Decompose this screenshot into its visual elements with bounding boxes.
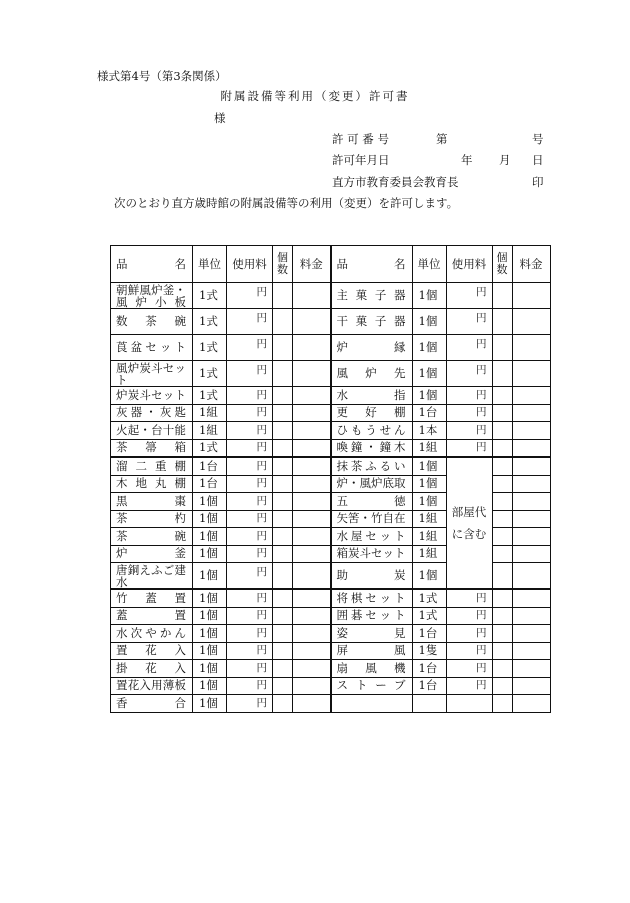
item-count-cell — [273, 510, 293, 528]
item-unit: 1個 — [412, 283, 446, 309]
item-charge-cell — [293, 309, 331, 335]
item-fee: 円 — [227, 422, 273, 440]
item-unit: 1個 — [193, 695, 227, 713]
item-unit: 1組 — [412, 545, 446, 563]
table-row — [111, 422, 551, 440]
item-count-cell — [273, 545, 293, 563]
item-name: 風炉先 — [331, 361, 413, 387]
item-charge-cell — [512, 387, 550, 405]
item-fee: 円 — [227, 335, 273, 361]
item-count-cell — [273, 422, 293, 440]
item-fee: 円 — [227, 283, 273, 309]
item-count-cell — [273, 361, 293, 387]
item-unit: 1個 — [193, 642, 227, 660]
item-name: 将棋セット — [331, 589, 413, 607]
item-unit: 1個 — [412, 361, 446, 387]
item-fee: 円 — [227, 510, 273, 528]
item-fee: 円 — [446, 642, 492, 660]
item-unit: 1式 — [412, 589, 446, 607]
item-name: 喚鐘・鐘木 — [331, 439, 413, 457]
table-row — [111, 660, 551, 678]
table-row — [111, 625, 551, 643]
item-name: 風炉炭斗セット — [111, 361, 193, 387]
empty-cell — [446, 695, 492, 713]
item-charge-cell — [512, 589, 550, 607]
item-name: 茶碗 — [111, 528, 193, 546]
table-row — [111, 387, 551, 405]
item-name: 矢筈・竹自在 — [331, 510, 413, 528]
table-row — [111, 642, 551, 660]
item-charge-cell — [512, 510, 550, 528]
permit-number-label: 許 可 番 号 — [332, 132, 389, 146]
item-name: 炉・風炉底取 — [331, 475, 413, 493]
item-charge-cell — [512, 283, 550, 309]
item-name: 姿見 — [331, 625, 413, 643]
item-charge-cell — [512, 642, 550, 660]
item-fee: 円 — [446, 439, 492, 457]
item-fee: 円 — [227, 404, 273, 422]
item-count-cell — [492, 660, 512, 678]
item-charge-cell — [512, 422, 550, 440]
item-name: 唐銅えふご建水 — [111, 563, 193, 590]
item-count-cell — [273, 589, 293, 607]
empty-cell — [412, 695, 446, 713]
item-unit: 1個 — [412, 387, 446, 405]
item-count-cell — [273, 563, 293, 590]
item-unit: 1台 — [412, 660, 446, 678]
item-charge-cell — [293, 404, 331, 422]
item-unit: 1隻 — [412, 642, 446, 660]
item-name: 火起・台十能 — [111, 422, 193, 440]
empty-cell — [331, 695, 413, 713]
item-count-cell — [273, 309, 293, 335]
item-charge-cell — [293, 335, 331, 361]
item-charge-cell — [293, 528, 331, 546]
table-row — [111, 695, 551, 713]
item-count-cell — [273, 457, 293, 475]
document-title: 附属設備等利用（変更）許可書 — [220, 89, 410, 103]
item-charge-cell — [293, 439, 331, 457]
item-charge-cell — [293, 475, 331, 493]
header-fee: 使用料 — [446, 246, 492, 283]
included-in-room-fee: 部屋代に含む — [446, 457, 492, 589]
item-fee: 円 — [227, 642, 273, 660]
item-name: ストーブ — [331, 677, 413, 695]
item-fee: 円 — [446, 335, 492, 361]
item-unit: 1式 — [193, 309, 227, 335]
item-charge-cell — [512, 607, 550, 625]
item-unit: 1個 — [193, 607, 227, 625]
table-row — [111, 283, 551, 309]
item-count-cell — [273, 475, 293, 493]
item-charge-cell — [293, 695, 331, 713]
item-unit: 1個 — [193, 528, 227, 546]
item-name: 蓋置 — [111, 607, 193, 625]
permit-number-suffix: 号 — [532, 132, 544, 146]
addressee-suffix: 様 — [214, 111, 226, 125]
item-fee: 円 — [446, 404, 492, 422]
item-name: 炉縁 — [331, 335, 413, 361]
item-unit: 1組 — [412, 510, 446, 528]
seal-mark: 印 — [532, 175, 544, 189]
item-charge-cell — [512, 439, 550, 457]
permit-number-row — [332, 131, 542, 147]
item-unit: 1個 — [193, 589, 227, 607]
item-charge-cell — [512, 493, 550, 511]
item-fee: 円 — [227, 625, 273, 643]
item-count-cell — [492, 361, 512, 387]
item-unit: 1本 — [412, 422, 446, 440]
item-unit: 1台 — [193, 457, 227, 475]
item-charge-cell — [293, 642, 331, 660]
item-charge-cell — [512, 361, 550, 387]
item-name: 朝鮮風炉釜・風炉小板 — [111, 283, 193, 309]
item-unit: 1台 — [412, 677, 446, 695]
item-name: 置花入用薄板 — [111, 677, 193, 695]
item-count-cell — [492, 510, 512, 528]
item-fee: 円 — [227, 439, 273, 457]
table-row — [111, 439, 551, 457]
item-charge-cell — [293, 677, 331, 695]
item-count-cell — [492, 625, 512, 643]
item-fee: 円 — [446, 660, 492, 678]
item-charge-cell — [512, 309, 550, 335]
item-charge-cell — [512, 475, 550, 493]
item-count-cell — [492, 283, 512, 309]
item-name: 数茶碗 — [111, 309, 193, 335]
item-count-cell — [273, 439, 293, 457]
item-count-cell — [273, 387, 293, 405]
item-name: 茶杓 — [111, 510, 193, 528]
header-fee: 使用料 — [227, 246, 273, 283]
item-name: 水屋セット — [331, 528, 413, 546]
item-fee: 円 — [446, 309, 492, 335]
item-charge-cell — [293, 422, 331, 440]
item-fee: 円 — [227, 457, 273, 475]
item-charge-cell — [293, 361, 331, 387]
item-count-cell — [273, 607, 293, 625]
item-fee: 円 — [227, 660, 273, 678]
item-name: 木地丸棚 — [111, 475, 193, 493]
item-charge-cell — [512, 625, 550, 643]
empty-cell — [512, 695, 550, 713]
item-unit: 1個 — [412, 563, 446, 590]
item-charge-cell — [512, 528, 550, 546]
item-unit: 1個 — [412, 475, 446, 493]
item-name: 水次やかん — [111, 625, 193, 643]
item-charge-cell — [293, 589, 331, 607]
item-count-cell — [492, 457, 512, 475]
body-text: 次のとおり直方歳時館の附属設備等の利用（変更）を許可します。 — [114, 196, 459, 210]
permit-date-row — [332, 152, 542, 168]
item-name: 黒棗 — [111, 493, 193, 511]
table-header-row — [111, 246, 551, 283]
item-count-cell — [273, 335, 293, 361]
item-count-cell — [273, 660, 293, 678]
form-label: 様式第4号（第3条関係） — [97, 69, 227, 83]
item-unit: 1台 — [412, 625, 446, 643]
header-count: 個数 — [273, 246, 293, 283]
item-unit: 1台 — [412, 404, 446, 422]
permit-number-prefix: 第 — [436, 132, 448, 146]
item-unit: 1個 — [193, 660, 227, 678]
item-name: 莨盆セット — [111, 335, 193, 361]
item-count-cell — [492, 528, 512, 546]
header-unit: 単位 — [193, 246, 227, 283]
empty-cell — [492, 695, 512, 713]
item-charge-cell — [293, 625, 331, 643]
table-row — [111, 404, 551, 422]
header-charge: 料金 — [293, 246, 331, 283]
item-unit: 1式 — [193, 361, 227, 387]
item-unit: 1組 — [193, 404, 227, 422]
item-fee: 円 — [227, 695, 273, 713]
issuer-row — [332, 174, 542, 190]
item-name: 掛花入 — [111, 660, 193, 678]
item-unit: 1組 — [412, 439, 446, 457]
item-unit: 1個 — [412, 335, 446, 361]
item-name: 更好棚 — [331, 404, 413, 422]
item-fee: 円 — [227, 387, 273, 405]
item-unit: 1式 — [193, 335, 227, 361]
day-label: 日 — [532, 153, 544, 167]
item-charge-cell — [512, 545, 550, 563]
item-charge-cell — [293, 493, 331, 511]
item-fee: 円 — [446, 677, 492, 695]
equipment-table — [110, 245, 551, 713]
item-unit: 1台 — [193, 475, 227, 493]
table-row — [111, 677, 551, 695]
item-name: 灰器・灰匙 — [111, 404, 193, 422]
table-row — [111, 335, 551, 361]
item-count-cell — [492, 677, 512, 695]
item-charge-cell — [293, 387, 331, 405]
item-fee: 円 — [446, 625, 492, 643]
table-row — [111, 607, 551, 625]
item-count-cell — [492, 335, 512, 361]
item-unit: 1個 — [193, 677, 227, 695]
item-count-cell — [492, 607, 512, 625]
item-name: 水指 — [331, 387, 413, 405]
item-charge-cell — [512, 335, 550, 361]
item-charge-cell — [512, 404, 550, 422]
item-unit: 1個 — [193, 545, 227, 563]
item-count-cell — [492, 545, 512, 563]
item-count-cell — [492, 439, 512, 457]
item-charge-cell — [512, 457, 550, 475]
item-unit: 1個 — [193, 493, 227, 511]
item-count-cell — [492, 309, 512, 335]
header-name: 品 名 — [331, 246, 413, 283]
item-fee: 円 — [446, 607, 492, 625]
item-count-cell — [492, 493, 512, 511]
item-fee: 円 — [446, 387, 492, 405]
permit-date-label: 許可年月日 — [332, 153, 390, 167]
item-count-cell — [492, 422, 512, 440]
item-fee: 円 — [227, 528, 273, 546]
item-count-cell — [273, 625, 293, 643]
month-label: 月 — [499, 153, 511, 167]
item-unit: 1個 — [193, 625, 227, 643]
item-count-cell — [492, 642, 512, 660]
item-name: 香合 — [111, 695, 193, 713]
item-unit: 1個 — [193, 510, 227, 528]
item-charge-cell — [293, 660, 331, 678]
item-charge-cell — [293, 563, 331, 590]
item-unit: 1式 — [193, 283, 227, 309]
item-name: 茶箒箱 — [111, 439, 193, 457]
item-fee: 円 — [446, 422, 492, 440]
item-unit: 1式 — [193, 387, 227, 405]
item-count-cell — [273, 404, 293, 422]
item-name: 干菓子器 — [331, 309, 413, 335]
header-count: 個数 — [492, 246, 512, 283]
item-name: 炉釜 — [111, 545, 193, 563]
item-fee: 円 — [227, 677, 273, 695]
item-fee: 円 — [227, 589, 273, 607]
item-charge-cell — [512, 563, 550, 590]
item-unit: 1個 — [412, 457, 446, 475]
table-row — [111, 457, 551, 475]
item-charge-cell — [293, 283, 331, 309]
item-name: 主菓子器 — [331, 283, 413, 309]
item-name: 囲碁セット — [331, 607, 413, 625]
header-charge: 料金 — [512, 246, 550, 283]
item-name: 竹蓋置 — [111, 589, 193, 607]
item-name: 助炭 — [331, 563, 413, 590]
item-fee: 円 — [227, 545, 273, 563]
item-fee: 円 — [227, 563, 273, 590]
table-row — [111, 309, 551, 335]
item-charge-cell — [293, 545, 331, 563]
item-unit: 1組 — [193, 422, 227, 440]
item-fee: 円 — [446, 589, 492, 607]
item-count-cell — [492, 589, 512, 607]
issuer-name: 直方市教育委員会教育長 — [332, 175, 459, 189]
item-count-cell — [273, 283, 293, 309]
item-fee: 円 — [227, 475, 273, 493]
item-fee: 円 — [446, 361, 492, 387]
item-count-cell — [273, 677, 293, 695]
item-count-cell — [492, 563, 512, 590]
item-unit: 1個 — [193, 563, 227, 590]
item-fee: 円 — [446, 283, 492, 309]
year-label: 年 — [461, 153, 473, 167]
item-unit: 1個 — [412, 493, 446, 511]
header-unit: 単位 — [412, 246, 446, 283]
item-count-cell — [273, 695, 293, 713]
item-charge-cell — [293, 607, 331, 625]
item-unit: 1式 — [412, 607, 446, 625]
item-count-cell — [273, 493, 293, 511]
item-charge-cell — [293, 510, 331, 528]
item-fee: 円 — [227, 309, 273, 335]
item-name: 扇風機 — [331, 660, 413, 678]
item-count-cell — [273, 528, 293, 546]
item-name: 箱炭斗セット — [331, 545, 413, 563]
item-unit: 1式 — [193, 439, 227, 457]
item-fee: 円 — [227, 493, 273, 511]
item-name: 溜二重棚 — [111, 457, 193, 475]
item-count-cell — [492, 475, 512, 493]
item-name: ひもうせん — [331, 422, 413, 440]
item-charge-cell — [512, 660, 550, 678]
item-count-cell — [273, 642, 293, 660]
item-fee: 円 — [227, 607, 273, 625]
item-charge-cell — [293, 457, 331, 475]
item-count-cell — [492, 404, 512, 422]
item-unit: 1組 — [412, 528, 446, 546]
header-name: 品 名 — [111, 246, 193, 283]
item-name: 置花入 — [111, 642, 193, 660]
item-name: 炉炭斗セット — [111, 387, 193, 405]
table-row — [111, 361, 551, 387]
item-name: 屏風 — [331, 642, 413, 660]
table-row — [111, 589, 551, 607]
item-count-cell — [492, 387, 512, 405]
item-name: 五徳 — [331, 493, 413, 511]
item-unit: 1個 — [412, 309, 446, 335]
item-fee: 円 — [227, 361, 273, 387]
item-charge-cell — [512, 677, 550, 695]
item-name: 抹茶ふるい — [331, 457, 413, 475]
